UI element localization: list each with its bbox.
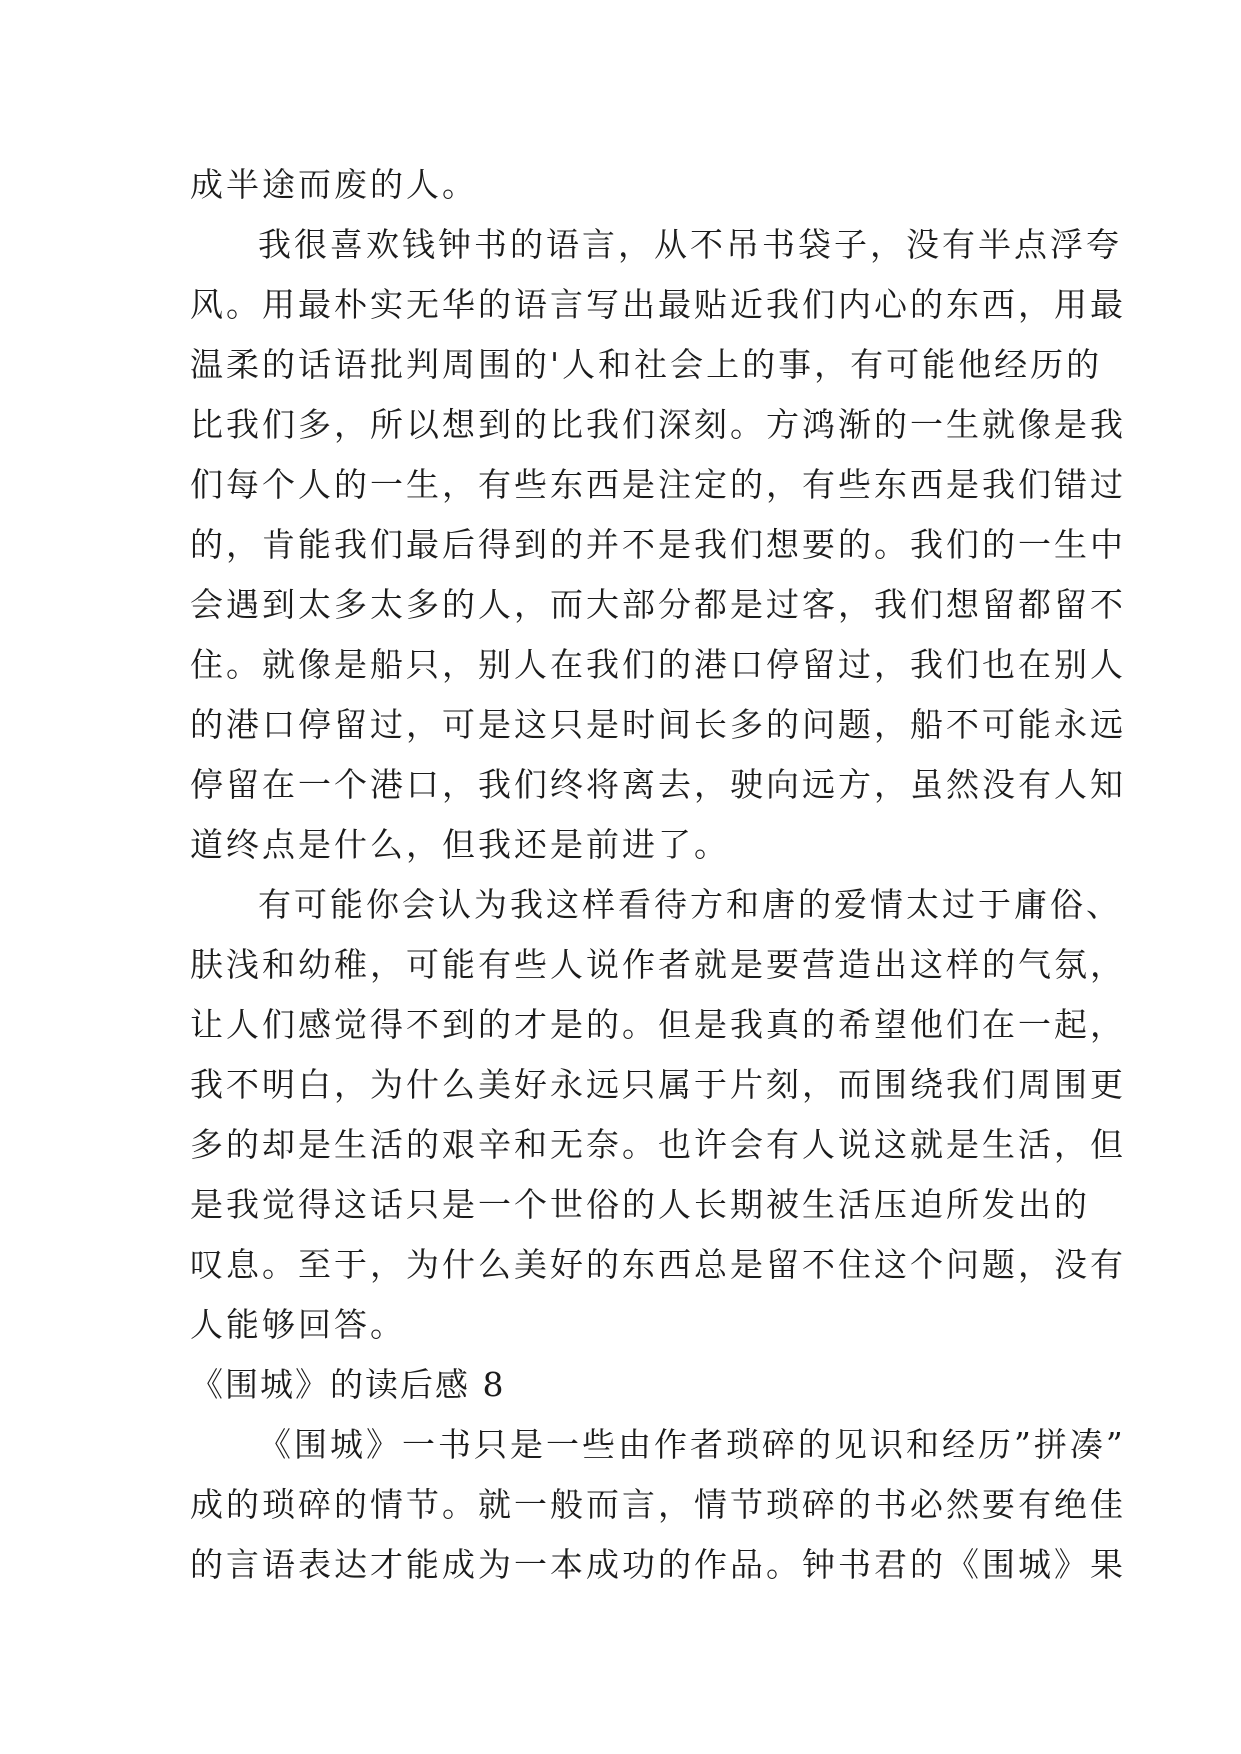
- paragraph-line: 有可能你会认为我这样看待方和唐的爱情太过于庸俗、: [258, 885, 1122, 924]
- paragraph-line: 温柔的话语批判周围的'人和社会上的事，有可能他经历的: [190, 345, 1103, 384]
- paragraph-line: 风。用最朴实无华的语言写出最贴近我们内心的东西，用最: [190, 285, 1126, 324]
- paragraph-line: 叹息。至于，为什么美好的东西总是留不住这个问题，没有: [190, 1245, 1126, 1284]
- paragraph-line: 的港口停留过，可是这只是时间长多的问题，船不可能永远: [190, 705, 1126, 744]
- paragraph-line: 的言语表达才能成为一本成功的作品。钟书君的《围城》果: [190, 1545, 1126, 1584]
- paragraph-line: 的，肯能我们最后得到的并不是我们想要的。我们的一生中: [190, 525, 1126, 564]
- continuation-line: 成半途而废的人。: [190, 165, 478, 204]
- paragraph-line: 人能够回答。: [190, 1305, 406, 1344]
- document-body: [190, 155, 1126, 1595]
- paragraph-line: 停留在一个港口，我们终将离去，驶向远方，虽然没有人知: [190, 765, 1126, 804]
- paragraph-line: 多的却是生活的艰辛和无奈。也许会有人说这就是生活，但: [190, 1125, 1126, 1164]
- paragraph-line: 成的琐碎的情节。就一般而言，情节琐碎的书必然要有绝佳: [190, 1485, 1126, 1524]
- paragraph-line: 让人们感觉得不到的才是的。但是我真的希望他们在一起，: [190, 1005, 1126, 1044]
- paragraph-line: 肤浅和幼稚，可能有些人说作者就是要营造出这样的气氛，: [190, 945, 1126, 984]
- paragraph-line: 会遇到太多太多的人，而大部分都是过客，我们想留都留不: [190, 585, 1126, 624]
- paragraph-line: 我不明白，为什么美好永远只属于片刻，而围绕我们周围更: [190, 1065, 1126, 1104]
- paragraph-line: 是我觉得这话只是一个世俗的人长期被生活压迫所发出的: [190, 1185, 1090, 1224]
- paragraph-line: 们每个人的一生，有些东西是注定的，有些东西是我们错过: [190, 465, 1126, 504]
- paragraph-line: 道终点是什么，但我还是前进了。: [190, 825, 730, 864]
- section-heading: 《围城》的读后感 8: [190, 1365, 506, 1404]
- paragraph-line: 我很喜欢钱钟书的语言，从不吊书袋子，没有半点浮夸: [258, 225, 1122, 264]
- paragraph-line: 《围城》一书只是一些由作者琐碎的见识和经历”拼凑”: [258, 1425, 1126, 1464]
- paragraph-line: 比我们多，所以想到的比我们深刻。方鸿渐的一生就像是我: [190, 405, 1126, 444]
- paragraph-line: 住。就像是船只，别人在我们的港口停留过，我们也在别人: [190, 645, 1126, 684]
